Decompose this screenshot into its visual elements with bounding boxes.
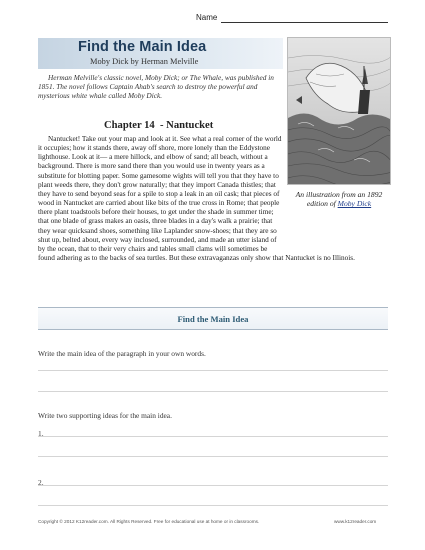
footer-copyright: Copyright © 2012 K12reader.com. All Rights Reserved. Free for educational use at home or in classrooms. [38, 519, 260, 524]
caption-link[interactable]: Moby Dick [337, 199, 372, 209]
question-main-idea: Write the main idea of the paragraph in your own words. [38, 349, 206, 358]
answer-line-main-2[interactable] [38, 391, 388, 392]
intro-paragraph: Herman Melville's classic novel, Moby Dick; or The Whale, was published in 1851. The novel follows Captain Ahab's search to destroy the powerful and mysterious white whale called Moby Dick. [38, 73, 274, 101]
whale-illustration-icon [288, 38, 391, 185]
answer-line-support-2a[interactable] [38, 485, 388, 486]
name-label: Name [196, 13, 218, 22]
page-title: Find the Main Idea [78, 39, 207, 55]
answer-line-support-2b[interactable] [38, 505, 388, 506]
exercise-heading: Find the Main Idea [38, 307, 388, 330]
question-supporting-ideas: Write two supporting ideas for the main idea. [38, 411, 172, 420]
footer-site[interactable]: www.k12reader.com [334, 519, 377, 524]
answer-line-support-1b[interactable] [38, 456, 388, 457]
name-line[interactable] [221, 22, 388, 23]
name-field [196, 11, 388, 25]
illustration-caption [287, 190, 391, 209]
whale-illustration [287, 37, 391, 185]
page-subtitle: Moby Dick by Herman Melville [90, 57, 199, 66]
answer-line-main-1[interactable] [38, 370, 388, 371]
chapter-title: Chapter 14 - Nantucket [104, 120, 214, 131]
answer-line-support-1a[interactable] [38, 436, 388, 437]
caption-text: An illustration from an 1892 edition of [295, 190, 383, 209]
supporting-number-2: 2. [38, 478, 44, 487]
supporting-number-1: 1. [38, 429, 44, 438]
passage-text: Nantucket! Take out your map and look at it. See what a real corner of the world it occupies; how it stands there, away off shore, more lonely than the Eddystone lighthouse. Look at it— a mere hillock, and elbow of sand; all beach, without a background. There is more sand there than you would use in twenty years as a substitute for blotting paper. Some gamesome wights will tell you that they have to plant weeds there, they don't grow naturally; that they import Canada thistles; that they have to send beyond seas for a spile to stop a leak in an oil cask; that pieces of wood in Nantucket are carried about like bits of the true cross in Rome; that people there plant toadstools before their houses, to get under the shade in summer time; that one blade of grass makes an oasis, three blades in a day's walk a prairie; that they wear quicksand shoes, something like Laplander snow-shoes; that they are so shut up, belted about, every way inclosed, surrounded, and made an utter island of by the ocean, that to their very chairs and tables small clams will sometimes be found adhering as to the backs of sea turtles. But these extravaganzas only show that Nantucket is no Illinois. [38, 135, 355, 263]
